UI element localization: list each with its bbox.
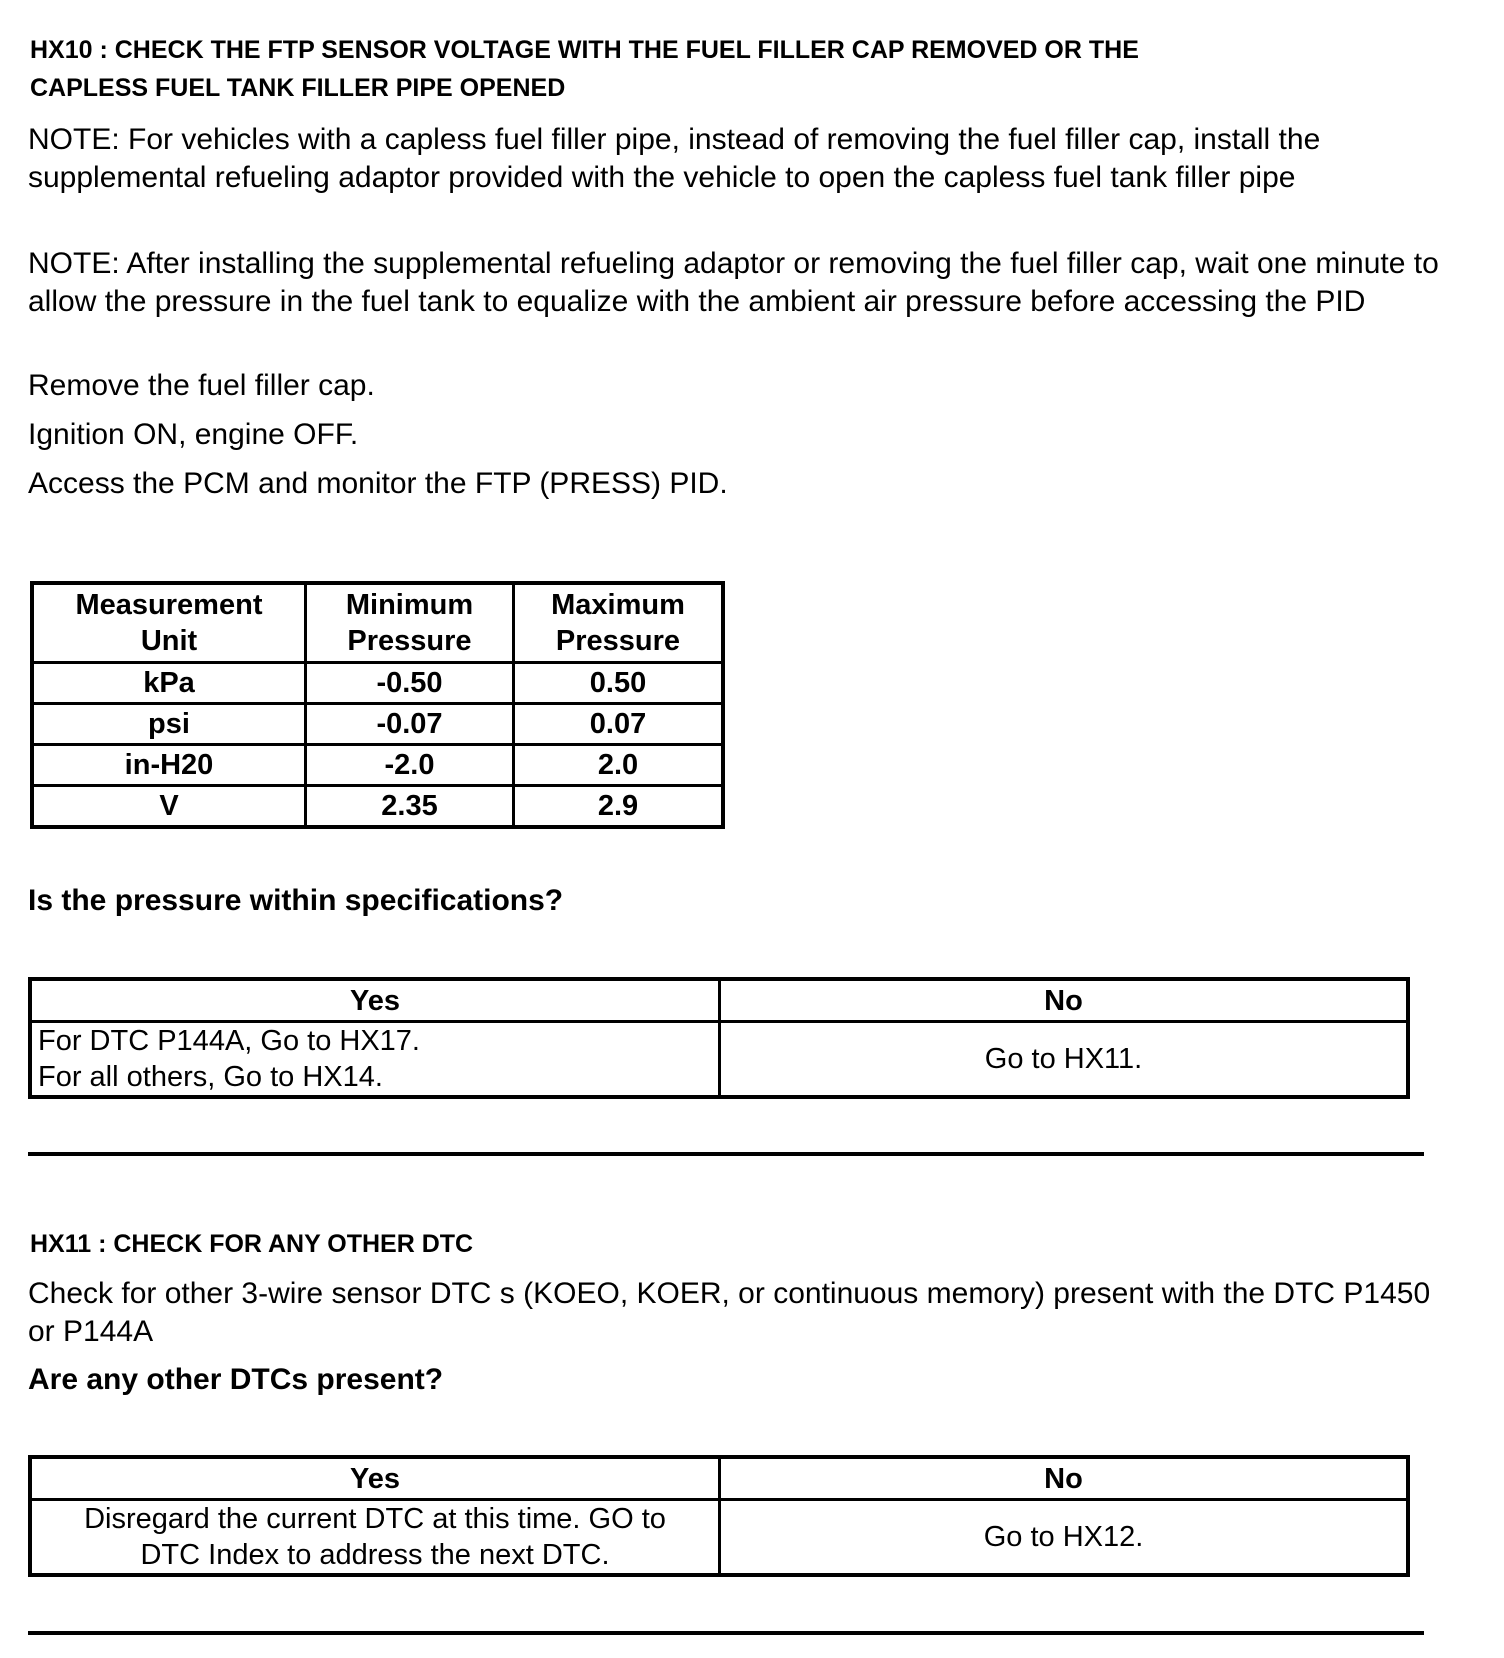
spec-cell-min: 2.35 [306, 786, 514, 828]
spec-cell-min: -0.50 [306, 663, 514, 704]
hx11-body: Check for other 3-wire sensor DTC s (KOEO, KOER, or continuous memory) present with the DTC P1450 or P144A [28, 1277, 1431, 1348]
table-row [32, 704, 723, 745]
hx10-question: Is the pressure within specifications? [28, 884, 564, 917]
decision-header-row [30, 1457, 1408, 1500]
decision-no-cell: Go to HX11. [720, 1022, 1409, 1098]
hx10-step-remove-cap: Remove the fuel filler cap. [28, 369, 375, 402]
decision-yes-header: Yes [30, 1457, 720, 1500]
spec-header-unit-line1: Measurement [75, 589, 263, 621]
spec-header-min-line1: Minimum [345, 589, 474, 621]
section-divider [28, 1152, 1424, 1156]
spec-cell-unit: psi [32, 704, 306, 745]
hx11-title: HX11 : CHECK FOR ANY OTHER DTC [30, 1230, 474, 1258]
spec-cell-min: -2.0 [306, 745, 514, 786]
spec-header-max [514, 583, 724, 663]
decision-yes-line2: For all others, Go to HX14. [38, 1061, 383, 1093]
hx10-title-line1: HX10 : CHECK THE FTP SENSOR VOLTAGE WITH THE FUEL FILLER CAP REMOVED OR THE [30, 36, 1139, 64]
table-row [30, 1022, 1408, 1098]
spec-header-max-line1: Maximum [551, 589, 685, 621]
decision-no-header: No [720, 1457, 1409, 1500]
hx10-note1: NOTE: For vehicles with a capless fuel filler pipe, instead of removing the fuel filler cap, install the supplemental refueling adaptor provided with the vehicle to open the capless fuel tank filler pipe [28, 123, 1321, 194]
pressure-spec-table [30, 581, 725, 829]
decision-yes-line2: DTC Index to address the next DTC. [140, 1539, 610, 1571]
decision-yes-cell [30, 1022, 720, 1098]
decision-yes-cell [30, 1500, 720, 1576]
spec-cell-unit: kPa [32, 663, 306, 704]
decision-header-row [30, 979, 1408, 1022]
decision-no-header: No [720, 979, 1409, 1022]
spec-header-unit-line2: Unit [140, 625, 198, 657]
spec-cell-max: 0.50 [514, 663, 724, 704]
spec-cell-min: -0.07 [306, 704, 514, 745]
hx11-decision-table [28, 1455, 1410, 1577]
decision-yes-line1: Disregard the current DTC at this time. GO to [84, 1503, 666, 1535]
hx11-question: Are any other DTCs present? [28, 1363, 444, 1396]
table-row [32, 745, 723, 786]
spec-header-min [306, 583, 514, 663]
spec-header-unit [32, 583, 306, 663]
spec-cell-max: 2.9 [514, 786, 724, 828]
table-row [32, 786, 723, 828]
hx10-step-access-pcm: Access the PCM and monitor the FTP (PRESS) PID. [28, 467, 728, 500]
spec-cell-unit: V [32, 786, 306, 828]
table-row [32, 663, 723, 704]
decision-yes-header: Yes [30, 979, 720, 1022]
table-row [30, 1500, 1408, 1576]
spec-cell-max: 0.07 [514, 704, 724, 745]
spec-cell-unit: in-H20 [32, 745, 306, 786]
decision-no-cell: Go to HX12. [720, 1500, 1409, 1576]
hx10-note2: NOTE: After installing the supplemental refueling adaptor or removing the fuel filler cap, wait one minute to allow the pressure in the fuel tank to equalize with the ambient air pressure before accessing the PID [28, 247, 1439, 318]
hx10-decision-table [28, 977, 1410, 1099]
spec-header-min-line2: Pressure [347, 625, 472, 657]
decision-yes-line1: For DTC P144A, Go to HX17. [38, 1025, 420, 1057]
hx10-step-ignition: Ignition ON, engine OFF. [28, 418, 359, 451]
spec-header-max-line2: Pressure [555, 625, 681, 657]
section-divider [28, 1631, 1424, 1635]
hx10-title-line2: CAPLESS FUEL TANK FILLER PIPE OPENED [30, 74, 566, 102]
spec-table-header-row [32, 583, 723, 663]
spec-cell-max: 2.0 [514, 745, 724, 786]
